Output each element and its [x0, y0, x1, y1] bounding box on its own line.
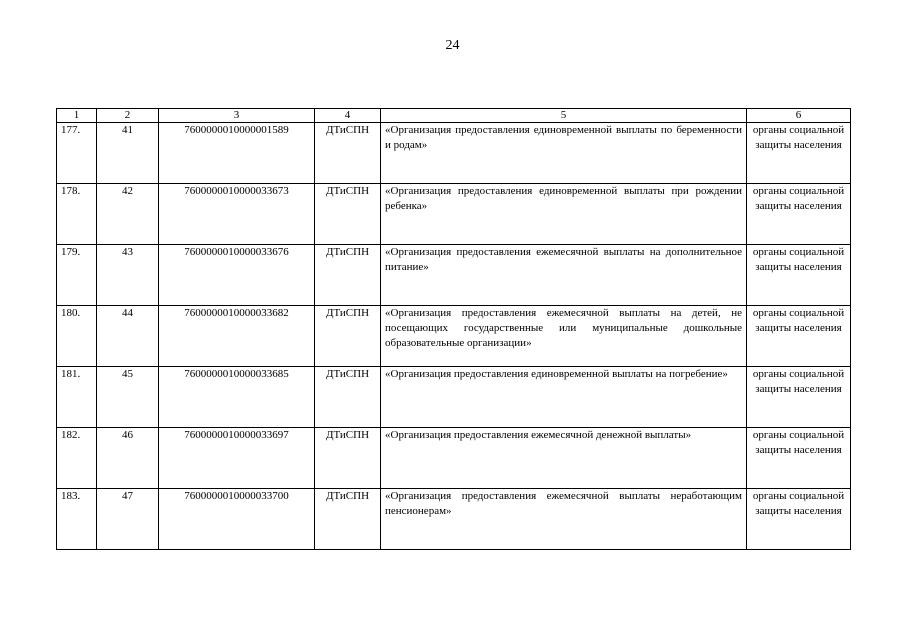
services-table: [56, 108, 851, 550]
row-sub-number: 41: [97, 123, 159, 184]
executor: органы социальной защиты населения: [747, 123, 851, 184]
column-header: 1: [57, 109, 97, 123]
row-number: 182.: [57, 428, 97, 489]
service-name: «Организация предоставления единовременной выплаты при рождении ребенка»: [381, 184, 747, 245]
column-header: 4: [315, 109, 381, 123]
row-sub-number: 44: [97, 306, 159, 367]
executor: органы социальной защиты населения: [747, 489, 851, 550]
service-code: 7600000010000033697: [159, 428, 315, 489]
responsible-body: ДТиСПН: [315, 428, 381, 489]
executor: органы социальной защиты населения: [747, 428, 851, 489]
row-number: 180.: [57, 306, 97, 367]
responsible-body: ДТиСПН: [315, 367, 381, 428]
row-number: 183.: [57, 489, 97, 550]
responsible-body: ДТиСПН: [315, 184, 381, 245]
service-code: 7600000010000033682: [159, 306, 315, 367]
table-row: [57, 184, 851, 245]
column-header: 3: [159, 109, 315, 123]
column-header: 5: [381, 109, 747, 123]
page-number: 24: [445, 38, 460, 53]
service-code: 7600000010000033700: [159, 489, 315, 550]
table-header-row: [57, 109, 851, 123]
service-name: «Организация предоставления единовременной выплаты на погребение»: [381, 367, 747, 428]
table-row: [57, 306, 851, 367]
service-code: 7600000010000033673: [159, 184, 315, 245]
executor: органы социальной защиты населения: [747, 184, 851, 245]
executor: органы социальной защиты населения: [747, 367, 851, 428]
row-sub-number: 45: [97, 367, 159, 428]
service-code: 7600000010000001589: [159, 123, 315, 184]
row-number: 181.: [57, 367, 97, 428]
row-sub-number: 43: [97, 245, 159, 306]
responsible-body: ДТиСПН: [315, 489, 381, 550]
row-number: 178.: [57, 184, 97, 245]
row-sub-number: 46: [97, 428, 159, 489]
responsible-body: ДТиСПН: [315, 306, 381, 367]
service-code: 7600000010000033685: [159, 367, 315, 428]
service-name: «Организация предоставления единовременной выплаты по беременности и родам»: [381, 123, 747, 184]
service-code: 7600000010000033676: [159, 245, 315, 306]
table-row: [57, 123, 851, 184]
service-name: «Организация предоставления ежемесячной выплаты на дополнительное питание»: [381, 245, 747, 306]
table-row: [57, 367, 851, 428]
executor: органы социальной защиты населения: [747, 306, 851, 367]
column-header: 6: [747, 109, 851, 123]
row-number: 179.: [57, 245, 97, 306]
table-row: [57, 489, 851, 550]
table-row: [57, 428, 851, 489]
responsible-body: ДТиСПН: [315, 123, 381, 184]
table-row: [57, 245, 851, 306]
row-sub-number: 42: [97, 184, 159, 245]
service-name: «Организация предоставления ежемесячной выплаты неработающим пенсионерам»: [381, 489, 747, 550]
responsible-body: ДТиСПН: [315, 245, 381, 306]
executor: органы социальной защиты населения: [747, 245, 851, 306]
column-header: 2: [97, 109, 159, 123]
service-name: «Организация предоставления ежемесячной денежной выплаты»: [381, 428, 747, 489]
row-sub-number: 47: [97, 489, 159, 550]
row-number: 177.: [57, 123, 97, 184]
service-name: «Организация предоставления ежемесячной выплаты на детей, не посещающих государственные или муниципальные дошкольные образовательные организации»: [381, 306, 747, 367]
